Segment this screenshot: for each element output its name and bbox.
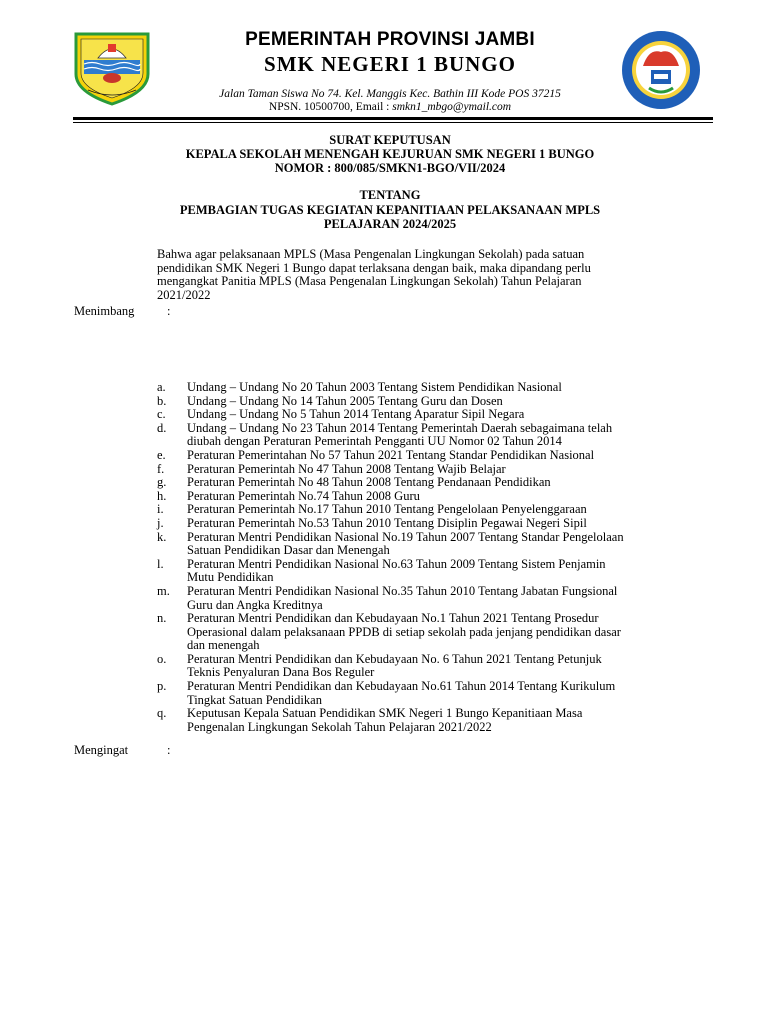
list-item-line: Undang – Undang No 5 Tahun 2014 Tentang Aparatur Sipil Negara (187, 407, 525, 422)
decree-title: SURAT KEPUTUSAN (329, 133, 451, 147)
list-item-line: Mutu Pendidikan (187, 570, 274, 585)
legal-basis-list (157, 381, 697, 734)
list-item-marker: b. (157, 393, 167, 408)
email-link[interactable]: smkn1_mbgo@ymail.com (392, 101, 512, 113)
list-item (157, 558, 697, 585)
intro-line: Bahwa agar pelaksanaan MPLS (Masa Pengenalan Lingkungan Sekolah) pada satuan (157, 247, 585, 261)
list-item-text (187, 449, 697, 463)
menimbang-colon: : (167, 304, 171, 318)
list-item (157, 653, 697, 680)
list-item-marker: n. (157, 611, 167, 626)
decree-subject: PEMBAGIAN TUGAS KEGIATAN KEPANITIAAN PELAKSANAAN MPLS (179, 203, 601, 217)
list-item-marker: q. (157, 706, 167, 721)
mengingat-colon: : (167, 743, 171, 757)
list-item-line: dan menengah (187, 638, 260, 653)
decree-subject-label: TENTANG (359, 188, 421, 202)
list-item-text (187, 395, 697, 409)
list-item-line: Peraturan Pemerintah No.17 Tahun 2010 Tentang Pengelolaan Penyelenggaraan (187, 502, 587, 517)
mengingat-label: Mengingat (74, 743, 129, 757)
decree-number: NOMOR : 800/085/SMKN1-BGO/VII/2024 (274, 161, 506, 175)
list-item-marker: l. (157, 556, 164, 571)
list-item (157, 612, 697, 653)
list-item-line: Peraturan Pemerintah No.74 Tahun 2008 Guru (187, 488, 420, 503)
list-item-line: Peraturan Pemerintahan No 57 Tahun 2021 Tentang Standar Pendidikan Nasional (187, 447, 595, 462)
list-item-line: Undang – Undang No 14 Tahun 2005 Tentang Guru dan Dosen (187, 393, 503, 408)
intro-paragraph (157, 248, 677, 302)
list-item-line: Peraturan Mentri Pendidikan dan Kebudayaan No. 6 Tahun 2021 Tentang Petunjuk (187, 651, 602, 666)
list-item-marker: g. (157, 475, 167, 490)
list-item-line: Pengenalan Lingkungan Sekolah Tahun Pelajaran 2021/2022 (187, 719, 492, 734)
list-item-text (187, 612, 697, 653)
list-item-text (187, 653, 697, 680)
list-item-text (187, 463, 697, 477)
list-item (157, 503, 697, 517)
intro-line: 2021/2022 (157, 287, 211, 302)
list-item-line: Peraturan Mentri Pendidikan dan Kebudayaan No.1 Tahun 2021 Tentang Prosedur (187, 611, 599, 626)
list-item-line: Undang – Undang No 20 Tahun 2003 Tentang Sistem Pendidikan Nasional (187, 380, 562, 394)
list-item-line: Satuan Pendidikan Dasar dan Menengah (187, 543, 390, 558)
list-item-marker: i. (157, 502, 164, 517)
list-item-marker: k. (157, 529, 167, 544)
province-heading: PEMERINTAH PROVINSI JAMBI (245, 29, 535, 50)
npsn-text: NPSN. 10500700, Email : (268, 101, 390, 113)
decree-subject-year: PELAJARAN 2024/2025 (323, 217, 457, 231)
list-item (157, 707, 697, 734)
list-item-text (187, 503, 697, 517)
list-item (157, 422, 697, 449)
list-item-marker: c. (157, 407, 166, 422)
list-item-line: Undang – Undang No 23 Tahun 2014 Tentang Pemerintah Daerah sebagaimana telah (187, 420, 613, 435)
list-item-marker: d. (157, 420, 167, 435)
list-item-text (187, 490, 697, 504)
header-divider-thin (73, 122, 713, 123)
list-item-line: Teknis Penyaluran Dana Bos Reguler (187, 665, 375, 680)
list-item (157, 408, 697, 422)
list-item-line: Peraturan Mentri Pendidikan Nasional No.63 Tahun 2009 Tentang Sistem Penjamin (187, 556, 606, 571)
list-item-marker: e. (157, 447, 166, 462)
list-item (157, 476, 697, 490)
list-item-line: Peraturan Pemerintah No 47 Tahun 2008 Tentang Wajib Belajar (187, 461, 506, 476)
smk-school-emblem-icon (621, 30, 701, 110)
list-item-line: Keputusan Kepala Satuan Pendidikan SMK Negeri 1 Bungo Kepanitiaan Masa (187, 706, 583, 721)
list-item-text (187, 707, 697, 734)
decree-issuer: KEPALA SEKOLAH MENENGAH KEJURUAN SMK NEGERI 1 BUNGO (185, 147, 595, 161)
list-item-line: Peraturan Mentri Pendidikan Nasional No.35 Tahun 2010 Tentang Jabatan Fungsional (187, 583, 618, 598)
list-item-line: Peraturan Mentri Pendidikan Nasional No.19 Tahun 2007 Tentang Standar Pengelolaan (187, 529, 624, 544)
menimbang-label: Menimbang (74, 304, 135, 318)
list-item-marker: o. (157, 651, 167, 666)
list-item (157, 680, 697, 707)
list-item-line: Tingkat Satuan Pendidikan (187, 692, 322, 707)
list-item (157, 449, 697, 463)
list-item-line: Guru dan Angka Kreditnya (187, 597, 323, 612)
list-item-marker: f. (157, 461, 165, 476)
school-contact (160, 101, 620, 113)
list-item-line: Peraturan Pemerintah No.53 Tahun 2010 Tentang Disiplin Pegawai Negeri Sipil (187, 515, 587, 530)
list-item-line: diubah dengan Peraturan Pemerintah Pengganti UU Nomor 02 Tahun 2014 (187, 434, 562, 449)
list-item-text (187, 408, 697, 422)
list-item-marker: j. (157, 515, 164, 530)
header-divider-thick (73, 117, 713, 120)
list-item-text (187, 381, 697, 395)
list-item (157, 395, 697, 409)
list-item-marker: p. (157, 679, 167, 694)
list-item-text (187, 476, 697, 490)
list-item (157, 381, 697, 395)
list-item-marker: h. (157, 488, 167, 503)
list-item-text (187, 585, 697, 612)
intro-line: mengangkat Panitia MPLS (Masa Pengenalan Lingkungan Sekolah) Tahun Pelajaran (157, 274, 582, 288)
list-item-text (187, 680, 697, 707)
school-address: Jalan Taman Siswa No 74. Kel. Manggis Kec. Bathin III Kode POS 37215 (219, 88, 561, 100)
list-item (157, 463, 697, 477)
list-item-text (187, 531, 697, 558)
intro-line: pendidikan SMK Negeri 1 Bungo dapat terlaksana dengan baik, maka dipandang perlu (157, 260, 591, 275)
list-item-text (187, 517, 697, 531)
school-name: SMK NEGERI 1 BUNGO (264, 52, 516, 76)
list-item (157, 531, 697, 558)
list-item-line: Peraturan Pemerintah No 48 Tahun 2008 Tentang Pendanaan Pendidikan (187, 475, 551, 490)
list-item-line: Operasional dalam pelaksanaan PPDB di setiap sekolah pada jenjang pendidikan dasar (187, 624, 621, 639)
list-item (157, 585, 697, 612)
list-item-marker: m. (157, 583, 170, 598)
list-item-text (187, 558, 697, 585)
list-item (157, 490, 697, 504)
list-item-line: Peraturan Mentri Pendidikan dan Kebudayaan No.61 Tahun 2014 Tentang Kurikulum (187, 679, 616, 694)
list-item (157, 517, 697, 531)
jambi-province-emblem-icon (72, 30, 152, 106)
list-item-marker: a. (157, 380, 166, 394)
list-item-text (187, 422, 697, 449)
